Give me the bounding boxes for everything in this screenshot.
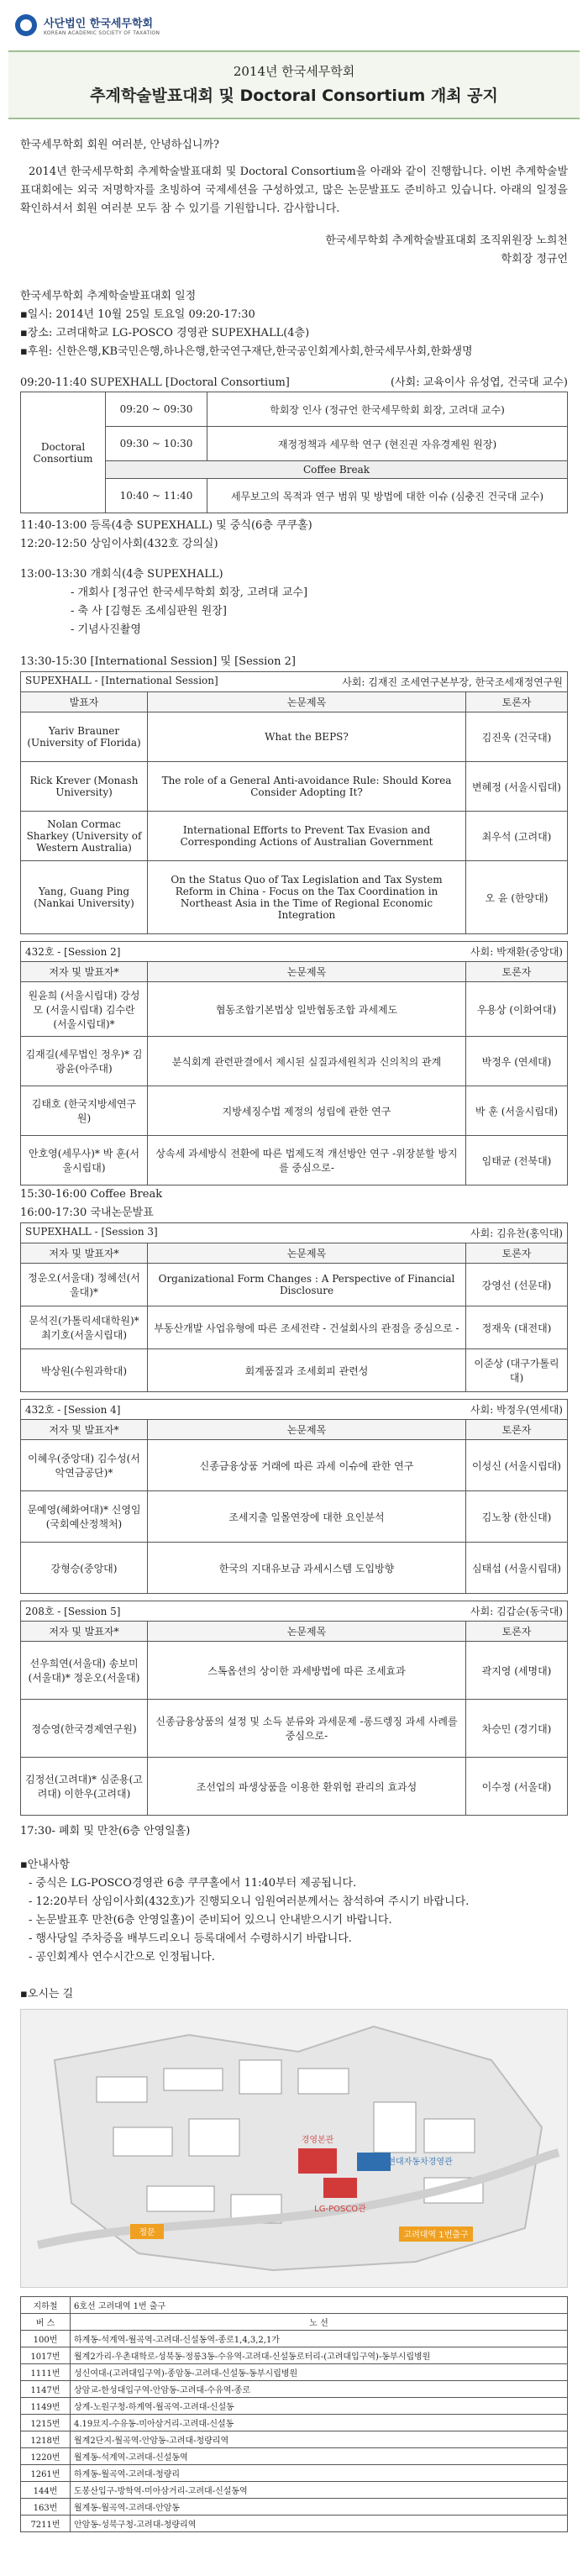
discussant: 차승민 (경기대) xyxy=(466,1700,568,1758)
society-logo-icon xyxy=(15,14,37,36)
discussant: 이성신 (서울시립대) xyxy=(466,1440,568,1491)
presenter: 강형승(중앙대) xyxy=(21,1543,148,1594)
presenter: 김정선(고려대)* 심준용(고려대) 이한우(고려대) xyxy=(21,1758,148,1816)
greeting: 한국세무학회 회원 여러분, 안녕하십니까? xyxy=(20,139,219,151)
discussant: 김진욱 (건국대) xyxy=(466,712,568,762)
dc-desc: 재정정책과 세무학 연구 (현진권 자유경제원 원장) xyxy=(207,427,568,461)
table-row xyxy=(21,1306,568,1349)
session-moderator: 사회: 김갑순(동국대) xyxy=(470,1606,563,1617)
map-title: ▪오시는 길 xyxy=(20,1988,74,2000)
opening-item: - 축 사 [김형돈 조세심판원 원장] xyxy=(71,605,227,618)
table-row xyxy=(21,1543,568,1594)
coffee-break: 15:30-16:00 Coffee Break xyxy=(20,1188,163,1201)
discussant: 정재욱 (대전대) xyxy=(466,1306,568,1349)
col-head: 저자 및 발표자* xyxy=(21,1420,148,1440)
presenter: 문석진(가톨릭세대학원)* 최기호(서울시립대) xyxy=(21,1306,148,1349)
session-head: SUPEXHALL - [Session 3] xyxy=(25,1226,158,1238)
presenter: Rick Krever (Monash University) xyxy=(21,762,148,812)
opening-line: 13:00-13:30 개회식(4층 SUPEXHALL) xyxy=(20,568,223,581)
opening-item: - 기념사진촬영 xyxy=(71,623,141,636)
table-row xyxy=(21,1491,568,1543)
presenter: 이혜우(중앙대) 김수성(서악연금공단)* xyxy=(21,1440,148,1491)
label-bldg: 경영본관 xyxy=(301,2136,334,2145)
col-head: 토론자 xyxy=(466,692,568,712)
dc-desc: 세무보고의 목적과 연구 범위 및 방법에 대한 이슈 (심충진 건국대 교수) xyxy=(207,479,568,513)
table-row xyxy=(21,2482,568,2499)
transport-head: 버 스 xyxy=(21,2314,71,2331)
col-head: 발표자 xyxy=(21,692,148,712)
paper-title: Organizational Form Changes : A Perspective of Financial Disclosure xyxy=(148,1264,466,1306)
dc-time: 09:30 ~ 10:30 xyxy=(106,427,207,461)
paper-title: 조세지출 일몰연장에 대한 요인분석 xyxy=(148,1491,466,1543)
title-main: 추계학술발표대회 및 Doctoral Consortium 개최 공지 xyxy=(90,87,498,105)
intl-session-table xyxy=(20,671,568,934)
guide-item: - 행사당일 주차증을 배부드리오니 등록대에서 수령하시기 바랍니다. xyxy=(29,1932,352,1945)
paper-title: The role of a General Anti-avoidance Rule: Should Korea Consider Adopting It? xyxy=(148,762,466,812)
session-head: 208호 - [Session 5] xyxy=(25,1606,121,1617)
paper-title: What the BEPS? xyxy=(148,712,466,762)
col-head: 저자 및 발표자* xyxy=(21,1243,148,1264)
presenter: Nolan Cormac Sharkey (University of Western Australia) xyxy=(21,812,148,861)
transport-head: 지하철 xyxy=(21,2297,71,2314)
presenter: 정승영(한국경제연구원) xyxy=(21,1700,148,1758)
schedule-date: ▪일시: 2014년 10월 25일 토요일 09:20-17:30 xyxy=(20,308,255,321)
session-moderator: 사회: 박재환(중앙대) xyxy=(470,946,563,958)
dc-time: 09:20 ~ 09:30 xyxy=(106,392,207,427)
paper-title: On the Status Quo of Tax Legislation and Tax System Reform in China - Focus on the Tax Coordination in Northeast Asia in the Time of Regional Economic Integration xyxy=(148,861,466,934)
guide-item: - 논문발표후 만찬(6층 안영일홀)이 준비되어 있으니 안내받으시기 바랍니다. xyxy=(29,1914,392,1927)
presenter: 원윤희 (서울시립대) 강성모 (서울시립대) 김수란 (서울시립대)* xyxy=(21,982,148,1037)
sessions2-line: 16:00-17:30 국내논문발표 xyxy=(20,1207,154,1219)
discussant: 임태균 (전북대) xyxy=(466,1136,568,1185)
bldg-main-marker xyxy=(298,2148,337,2174)
bus-number: 1261번 xyxy=(21,2465,71,2482)
bus-route: 상암교-한성대입구역-안암동-고려대-수유역-종로 xyxy=(71,2381,568,2398)
table-row xyxy=(21,2448,568,2465)
bus-number: 163번 xyxy=(21,2499,71,2516)
col-head: 논문제목 xyxy=(148,962,466,982)
bus-route: 4.19묘지-수유동-미아삼거리-고려대-신설동 xyxy=(71,2415,568,2431)
guide-item: - 공인회계사 연수시간으로 인정됩니다. xyxy=(29,1951,215,1964)
bus-number: 100번 xyxy=(21,2331,71,2347)
bus-route: 월계2단지-월곡역-안암동-고려대-청량리역 xyxy=(71,2431,568,2448)
paper-title: 신종금융상품의 설정 및 소득 분류와 과세문제 -롱드렝징 과세 사례를 중심으로- xyxy=(148,1700,466,1758)
presenter: 김태호 (한국지방세연구원) xyxy=(21,1086,148,1136)
sessions-line: 13:30-15:30 [International Session] 및 [Session 2] xyxy=(20,655,296,668)
session-head: 432호 - [Session 2] xyxy=(25,946,121,958)
table-row xyxy=(21,2398,568,2415)
col-head: 논문제목 xyxy=(148,692,466,712)
table-row xyxy=(21,2415,568,2431)
table-row xyxy=(21,2499,568,2516)
presenter: 안호영(세무사)* 박 훈(서울시립대) xyxy=(21,1136,148,1185)
discussant: 최우석 (고려대) xyxy=(466,812,568,861)
discussant: 변혜정 (서울시립대) xyxy=(466,762,568,812)
note-registration: 11:40-13:00 등록(4층 SUPEXHALL) 및 중식(6층 쿠쿠홀) xyxy=(20,519,312,532)
table-row xyxy=(21,861,568,934)
title-banner xyxy=(8,50,580,119)
table-row xyxy=(21,1440,568,1491)
discussant: 박 훈 (서울시립대) xyxy=(466,1086,568,1136)
paper-title: 신종금융상품 거래에 따른 과세 이슈에 관한 연구 xyxy=(148,1440,466,1491)
presenter: Yariv Brauner (University of Florida) xyxy=(21,712,148,762)
dc-coffee: Coffee Break xyxy=(106,461,568,479)
schedule-title: 한국세무학회 추계학술발표대회 일정 xyxy=(20,290,197,302)
schedule-place: ▪장소: 고려대학교 LG-POSCO 경영관 SUPEXHALL(4층) xyxy=(20,327,310,339)
bus-number: 1017번 xyxy=(21,2347,71,2364)
dc-moderator: (사회: 교육이사 유성엽, 건국대 교수) xyxy=(391,376,568,389)
col-head: 논문제목 xyxy=(148,1622,466,1642)
table-row xyxy=(21,2364,568,2381)
guide-item: - 12:20부터 상임이사회(432호)가 진행되오니 임원여러분께서는 참석하여 주시기 바랍니다. xyxy=(29,1895,470,1908)
dc-time: 10:40 ~ 11:40 xyxy=(106,479,207,513)
bus-route: 하계동-월곡역-고려대-청량리 xyxy=(71,2465,568,2482)
col-head: 논문제목 xyxy=(148,1243,466,1264)
transport-head-value: 노 선 xyxy=(71,2314,568,2331)
bus-route: 하계동-석계역-월곡역-고려대-신설동역-종로1,4,3,2,1가 xyxy=(71,2331,568,2347)
session-moderator: 사회: 박정우(연세대) xyxy=(470,1404,563,1416)
col-head: 토론자 xyxy=(466,962,568,982)
table-row xyxy=(21,762,568,812)
transport-table xyxy=(20,2296,568,2532)
table-row xyxy=(21,2465,568,2482)
table-row xyxy=(21,1349,568,1392)
discussant: 이수정 (서울대) xyxy=(466,1758,568,1816)
discussant: 박정우 (연세대) xyxy=(466,1037,568,1086)
label-gate: 정문 xyxy=(139,2228,155,2237)
discussant: 곽지영 (세명대) xyxy=(466,1642,568,1700)
bldg-hyundai-marker xyxy=(357,2153,391,2171)
dc-label: Doctoral Consortium xyxy=(21,392,106,513)
bus-number: 1147번 xyxy=(21,2381,71,2398)
dc-table xyxy=(20,392,568,513)
table-row xyxy=(21,1700,568,1758)
paper-title: 스톡옵션의 상이한 과세방법에 따른 조세효과 xyxy=(148,1642,466,1700)
bus-route: 도봉산입구-방학역-미아삼거리-고려대-신설동역 xyxy=(71,2482,568,2499)
bldg-lgposco-marker xyxy=(323,2178,357,2198)
discussant: 이준상 (대구가톨릭대) xyxy=(466,1349,568,1392)
label-hyundai: 현대자동차경영관 xyxy=(387,2158,453,2167)
col-head: 저자 및 발표자* xyxy=(21,1622,148,1642)
guide-title: ▪안내사항 xyxy=(20,1858,71,1871)
note-board: 12:20-12:50 상임이사회(432호 강의실) xyxy=(20,538,218,550)
intro: 2014년 한국세무학회 추계학술발표대회 및 Doctoral Consortium을 아래와 같이 진행합니다. 이번 추계학술발표대회에는 외국 저명학자를 초빙하여 국제세션을 구성하였고, 많은 논문발표도 준비하고 있습니다. 아래의 일정을 확인하셔서 회원 여러분 모두 참 수 있기를 기원합니다. 감사합니다. xyxy=(20,166,568,215)
table-row xyxy=(21,1758,568,1816)
discussant: 김노창 (한신대) xyxy=(466,1491,568,1543)
session-head: 432호 - [Session 4] xyxy=(25,1404,121,1416)
table-row xyxy=(21,1136,568,1185)
discussant: 강영선 (선문대) xyxy=(466,1264,568,1306)
closing: 17:30- 폐회 및 만찬(6층 안영일홀) xyxy=(20,1825,191,1837)
paper-title: 지방세징수법 제정의 성립에 관한 연구 xyxy=(148,1086,466,1136)
campus-map xyxy=(20,2009,568,2288)
presenter: 김재길(세무법인 정우)* 김광윤(아주대) xyxy=(21,1037,148,1086)
paper-title: 회계품질과 조세회피 관련성 xyxy=(148,1349,466,1392)
discussant: 우용상 (이화여대) xyxy=(466,982,568,1037)
label-lgposco: LG-POSCO관 xyxy=(314,2205,366,2214)
table-row xyxy=(21,2381,568,2398)
transport-head-value: 6호선 고려대역 1번 출구 xyxy=(71,2297,568,2314)
presenter: 박상원(수원과학대) xyxy=(21,1349,148,1392)
signature-2: 학회장 정규언 xyxy=(501,253,568,265)
bus-route: 안암동-성북구청-고려대-청량리역 xyxy=(71,2516,568,2532)
table-row xyxy=(21,1037,568,1086)
table-row xyxy=(21,1264,568,1306)
table-row xyxy=(21,1642,568,1700)
bus-route: 성신여대-(고려대입구역)-종암동-고려대-신설동-동부시립병원 xyxy=(71,2364,568,2381)
col-head: 토론자 xyxy=(466,1622,568,1642)
session-moderator: 사회: 김재진 조세연구본부장, 한국조세재정연구원 xyxy=(342,676,563,688)
table-row xyxy=(21,2431,568,2448)
bus-route: 월계2가리-우촌대학로-성북동-정릉3동-수유역-고려대-신설동로터리-(고려대입구역)-동부시립병원 xyxy=(71,2347,568,2364)
paper-title: International Efforts to Prevent Tax Evasion and Corresponding Actions of Australian Government xyxy=(148,812,466,861)
bus-number: 144번 xyxy=(21,2482,71,2499)
paper-title: 상속세 과세방식 전환에 따른 법제도적 개선방안 연구 -위장분할 방지를 중심으로- xyxy=(148,1136,466,1185)
dc-desc: 학회장 인사 (정규언 한국세무학회 회장, 고려대 교수) xyxy=(207,392,568,427)
table-row xyxy=(21,712,568,762)
guide-item: - 중식은 LG-POSCO경영관 6층 쿠쿠홀에서 11:40부터 제공됩니다. xyxy=(29,1877,357,1890)
bus-number: 1149번 xyxy=(21,2398,71,2415)
session-moderator: 사회: 김유찬(홍익대) xyxy=(470,1228,563,1239)
campus-map-graphic xyxy=(21,2010,567,2287)
table-row xyxy=(21,2331,568,2347)
bus-route: 상계-노원구청-하계역-월곡역-고려대-신설동 xyxy=(71,2398,568,2415)
paper-title: 협동조합기본법상 일반협동조합 과세제도 xyxy=(148,982,466,1037)
session-2-table xyxy=(20,941,568,1185)
signature-1: 한국세무학회 추계학술발표대회 조직위원장 노희천 xyxy=(325,234,568,247)
paper-title: 조선업의 파생상품을 이용한 환위험 관리의 효과성 xyxy=(148,1758,466,1816)
table-row xyxy=(21,2347,568,2364)
bus-number: 7211번 xyxy=(21,2516,71,2532)
bus-number: 1111번 xyxy=(21,2364,71,2381)
discussant: 심태섭 (서울시립대) xyxy=(466,1543,568,1594)
bus-number: 1220번 xyxy=(21,2448,71,2465)
col-head: 논문제목 xyxy=(148,1420,466,1440)
logo-en: KOREAN ACADEMIC SOCIETY OF TAXATION xyxy=(44,30,160,36)
presenter: 선우희연(서울대) 송보미(서울대)* 정운오(서울대) xyxy=(21,1642,148,1700)
bus-number: 1215번 xyxy=(21,2415,71,2431)
logo-kr: 사단법인 한국세무학회 xyxy=(44,18,154,30)
bus-number: 1218번 xyxy=(21,2431,71,2448)
col-head: 토론자 xyxy=(466,1243,568,1264)
session-3-table xyxy=(20,1222,568,1392)
session-5-table xyxy=(20,1601,568,1816)
discussant: 오 윤 (한양대) xyxy=(466,861,568,934)
opening-item: - 개회사 [정규언 한국세무학회 회장, 고려대 교수] xyxy=(71,586,308,599)
dc-header: 09:20-11:40 SUPEXHALL [Doctoral Consortium] xyxy=(20,376,290,389)
bus-route: 월계동-월곡역-고려대-안암동 xyxy=(71,2499,568,2516)
session-head: SUPEXHALL - [International Session] xyxy=(25,675,218,686)
label-exit: 고려대역 1번출구 xyxy=(403,2231,469,2240)
table-row xyxy=(21,812,568,861)
paper-title: 분식회계 관련판결에서 제시된 실질과세원칙과 신의칙의 관계 xyxy=(148,1037,466,1086)
table-row xyxy=(21,1086,568,1136)
title-sub: 2014년 한국세무학회 xyxy=(233,64,355,79)
schedule-sponsor: ▪후원: 신한은행,KB국민은행,하나은행,한국연구재단,한국공인회계사회,한국세무사회,한화생명 xyxy=(20,345,473,358)
presenter: 문예영(혜화여대)* 신영임(국회예산정책처) xyxy=(21,1491,148,1543)
paper-title: 한국의 지대유보금 과세시스템 도입방향 xyxy=(148,1543,466,1594)
presenter: 정운오(서울대) 정혜선(서울대)* xyxy=(21,1264,148,1306)
col-head: 저자 및 발표자* xyxy=(21,962,148,982)
table-row xyxy=(21,982,568,1037)
bus-route: 월계동-석계역-고려대-신설동역 xyxy=(71,2448,568,2465)
paper-title: 부동산개발 사업유형에 따른 조세전략 - 건설회사의 관점을 중심으로 - xyxy=(148,1306,466,1349)
col-head: 토론자 xyxy=(466,1420,568,1440)
table-row xyxy=(21,2516,568,2532)
logo xyxy=(0,0,588,50)
presenter: Yang, Guang Ping (Nankai University) xyxy=(21,861,148,934)
session-4-table xyxy=(20,1399,568,1594)
